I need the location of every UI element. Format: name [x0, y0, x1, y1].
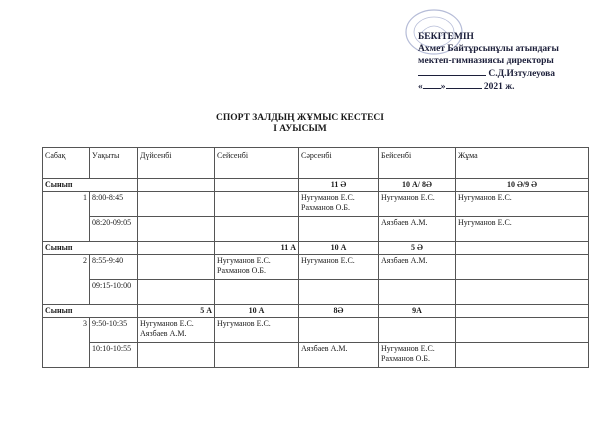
director-name: С.Д.Изтулеуова	[488, 69, 556, 79]
class-row	[43, 305, 589, 318]
class-label: Сынып	[43, 179, 138, 192]
time-cell: 08:20-09:05	[90, 217, 138, 242]
class-cell: 10 А	[299, 242, 379, 255]
class-label: Сынып	[43, 305, 138, 318]
teacher-cell: Нугуманов Е.С.	[456, 192, 589, 217]
class-cell: 10 А	[215, 305, 299, 318]
time-cell: 10:10-10:55	[90, 343, 138, 368]
lesson-number: 1	[43, 192, 90, 242]
class-cell: 10 Ә/9 Ә	[456, 179, 589, 192]
approval-date: « » 2021 ж.	[418, 82, 515, 92]
col-tuesday: Сейсенбі	[215, 148, 299, 179]
approval-title: БЕКІТЕМІН	[418, 32, 474, 42]
teacher-cell: Нугуманов Е.С.	[379, 192, 456, 217]
teacher-cell: Нугуманов Е.С. Рахманов О.Б.	[215, 255, 299, 280]
shift-subtitle: І АУЫСЫМ	[273, 124, 327, 134]
table-row	[43, 280, 589, 305]
col-friday: Жұма	[456, 148, 589, 179]
class-row	[43, 242, 589, 255]
header-row	[43, 148, 589, 179]
teacher-cell: Аязбаев А.М.	[299, 343, 379, 368]
table-row	[43, 255, 589, 280]
table-row	[43, 343, 589, 368]
teacher-cell: Нугуманов Е.С. Аязбаев А.М.	[138, 318, 215, 343]
table-row	[43, 318, 589, 343]
class-label: Сынып	[43, 242, 138, 255]
teacher-cell: Нугуманов Е.С.	[456, 217, 589, 242]
director-signature-line	[418, 67, 588, 80]
time-cell: 9:50-10:35	[90, 318, 138, 343]
col-lesson: Сабақ	[43, 148, 90, 179]
class-cell: 5 А	[138, 305, 215, 318]
teacher-cell: Нугуманов Е.С. Рахманов О.Б.	[299, 192, 379, 217]
lesson-number: 3	[43, 318, 90, 368]
class-cell: 5 Ә	[379, 242, 456, 255]
class-row	[43, 179, 589, 192]
time-cell: 09:15-10:00	[90, 280, 138, 305]
col-thursday: Бейсенбі	[379, 148, 456, 179]
class-cell: 11 Ә	[299, 179, 379, 192]
col-wednesday: Сәрсенбі	[299, 148, 379, 179]
approval-block	[418, 31, 588, 93]
page-title: СПОРТ ЗАЛДЫҢ ЖҰМЫС КЕСТЕСІ	[216, 113, 384, 123]
approval-line-1: Ахмет Байтұрсынұлы атындағы	[418, 44, 559, 54]
class-cell: 9А	[379, 305, 456, 318]
teacher-cell: Аязбаев А.М.	[379, 217, 456, 242]
teacher-cell: Нугуманов Е.С.	[299, 255, 379, 280]
table-row	[43, 192, 589, 217]
schedule-table	[42, 147, 589, 368]
col-time: Уақыты	[90, 148, 138, 179]
class-cell: 11 А	[215, 242, 299, 255]
lesson-number: 2	[43, 255, 90, 305]
teacher-cell: Аязбаев А.М.	[379, 255, 456, 280]
time-cell: 8:00-8:45	[90, 192, 138, 217]
teacher-cell: Нугуманов Е.С.	[215, 318, 299, 343]
class-cell: 10 А/ 8Ә	[379, 179, 456, 192]
teacher-cell: Нугуманов Е.С. Рахманов О.Б.	[379, 343, 456, 368]
class-cell: 8Ә	[299, 305, 379, 318]
col-monday: Дүйсенбі	[138, 148, 215, 179]
table-row	[43, 217, 589, 242]
approval-line-2: мектеп-гимназиясы директоры	[418, 56, 554, 66]
time-cell: 8:55-9:40	[90, 255, 138, 280]
